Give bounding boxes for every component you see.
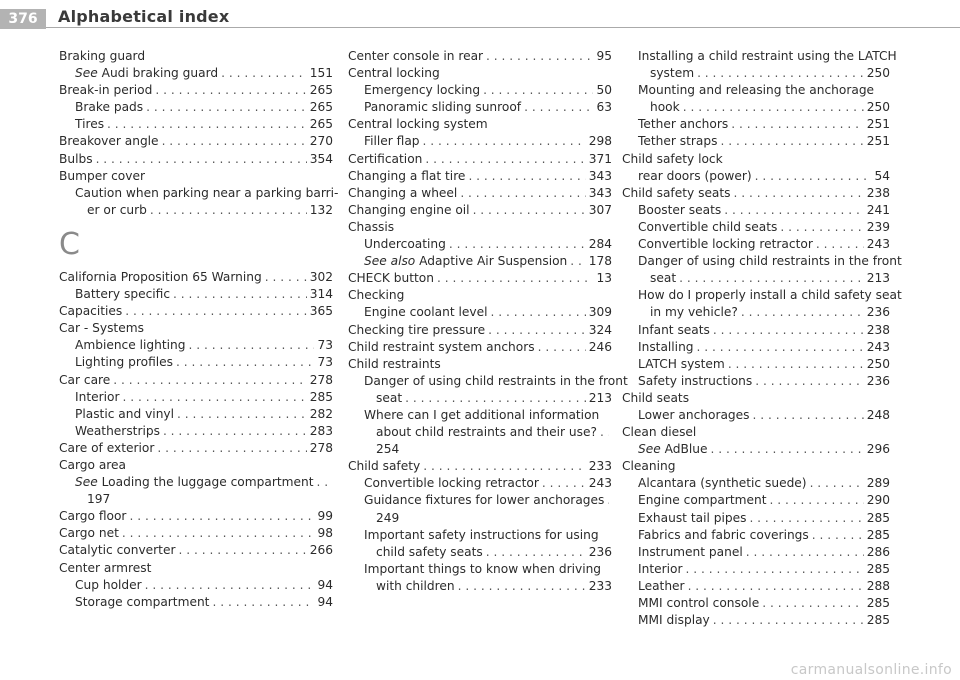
index-heading: Bumper cover — [59, 168, 145, 183]
index-entry — [59, 202, 333, 219]
entry-page: 285 — [866, 527, 890, 542]
index-heading: Checking — [348, 288, 405, 303]
entry-text: with children — [376, 578, 455, 593]
index-heading: Central locking — [348, 66, 440, 81]
entry-page: 63 — [596, 100, 612, 115]
entry-text: er or curb — [87, 202, 147, 217]
entry-page: 285 — [309, 389, 333, 404]
entry-text: Certification — [348, 151, 423, 166]
entry-page: 298 — [588, 134, 612, 149]
index-entry — [348, 304, 612, 321]
entry-text: Cargo floor — [59, 509, 127, 524]
entry-text: Panoramic sliding sunroof — [364, 100, 522, 115]
entry-page: 284 — [588, 237, 612, 252]
index-entry — [348, 544, 612, 561]
entry-text: Brake pads — [75, 100, 144, 115]
entry-text: Catalytic converter — [59, 543, 176, 558]
entry-text: Interior — [75, 389, 120, 404]
index-entry — [622, 407, 890, 424]
entry-page: 285 — [866, 510, 890, 525]
entry-text: rear doors (power) — [638, 168, 752, 183]
entry-text: seat — [376, 390, 403, 405]
entry-text: Changing a wheel — [348, 185, 458, 200]
entry-text: Alcantara (synthetic suede) — [638, 476, 807, 491]
entry-text: about child restraints and their use? — [376, 425, 597, 440]
index-entry — [348, 270, 612, 287]
entry-page: 283 — [309, 423, 333, 438]
entry-page: 290 — [866, 493, 890, 508]
entry-page: 285 — [866, 561, 890, 576]
index-entry — [622, 185, 890, 202]
entry-text: Guidance fixtures for lower anchorages — [364, 493, 605, 508]
page-title: Alphabetical index — [58, 7, 230, 26]
see-label: See — [75, 475, 98, 490]
index-heading: Braking guard — [59, 49, 146, 63]
entry-text: California Proposition 65 Warning — [59, 269, 262, 284]
index-entry — [348, 236, 612, 253]
entry-page: 282 — [309, 406, 333, 421]
index-entry — [348, 82, 612, 99]
entry-page: 278 — [309, 440, 333, 455]
entry-text: in my vehicle? — [650, 305, 738, 320]
entry-text: Child restraint system anchors — [348, 339, 535, 354]
entry-page: 73 — [317, 338, 333, 353]
index-entry — [622, 527, 890, 544]
entry-text: Installing a child restraint using the LATCH — [638, 49, 897, 63]
index-entry — [59, 303, 333, 320]
entry-text: Capacities — [59, 304, 123, 319]
index-entry — [59, 82, 333, 99]
index-entry — [348, 253, 612, 270]
entry-text: Adaptive Air Suspension — [419, 254, 568, 269]
entry-text: Caution when parking near a parking barri- — [75, 185, 339, 200]
index-entry — [59, 423, 333, 440]
entry-text: How do I properly install a child safety seat — [638, 288, 902, 303]
index-entry — [59, 406, 333, 423]
see-label: See — [638, 442, 661, 457]
entry-text: Loading the luggage compartment — [101, 475, 314, 490]
entry-text: Exhaust tail pipes — [638, 510, 747, 525]
entry-page: 213 — [866, 271, 890, 286]
entry-page: 213 — [588, 390, 612, 405]
entry-text: Bulbs — [59, 151, 93, 166]
section-letter: C — [59, 226, 80, 262]
entry-page: 270 — [309, 134, 333, 149]
entry-text: Care of exterior — [59, 440, 155, 455]
entry-text: Break-in period — [59, 83, 153, 98]
entry-text: MMI control console — [638, 596, 760, 610]
index-entry — [348, 475, 612, 492]
entry-text: Convertible child seats — [638, 219, 778, 234]
index-heading: Car - Systems — [59, 321, 144, 336]
index-entry — [59, 389, 333, 406]
entry-text: Engine coolant level — [364, 305, 488, 320]
entry-page: 238 — [866, 322, 890, 337]
entry-page: 288 — [866, 578, 890, 593]
entry-text: Child safety — [348, 459, 421, 474]
index-entry — [348, 202, 612, 219]
entry-page: 278 — [309, 372, 333, 387]
entry-page: 286 — [866, 544, 890, 559]
index-entry — [622, 373, 890, 390]
index-entry — [59, 99, 333, 116]
index-entry — [622, 116, 890, 133]
index-entry — [59, 372, 333, 389]
entry-page: 197 — [87, 492, 111, 507]
watermark: carmanualsonline.info — [790, 662, 952, 678]
entry-text: Lower anchorages — [638, 407, 750, 422]
index-entry — [622, 561, 890, 578]
entry-text: Booster seats — [638, 202, 722, 217]
entry-page: 73 — [317, 355, 333, 370]
entry-text: Important safety instructions for using — [364, 527, 599, 542]
entry-page: 265 — [309, 83, 333, 98]
entry-page: 307 — [588, 202, 612, 217]
entry-text: Breakover angle — [59, 134, 159, 149]
index-heading: Cargo area — [59, 457, 127, 472]
index-entry — [59, 440, 333, 457]
entry-text: hook — [650, 100, 680, 115]
entry-text: Installing — [638, 339, 694, 354]
entry-page: 251 — [866, 117, 890, 132]
index-entry — [622, 202, 890, 219]
entry-text: Convertible locking retractor — [638, 237, 813, 252]
index-heading: Central locking system — [348, 117, 488, 132]
entry-page: 285 — [866, 613, 890, 628]
entry-text: AdBlue — [664, 442, 708, 457]
index-entry — [59, 65, 333, 82]
index-entry — [622, 612, 890, 629]
entry-page: 371 — [588, 151, 612, 166]
entry-page: 354 — [309, 151, 333, 166]
index-column-3 — [622, 48, 902, 629]
index-entry — [622, 595, 890, 612]
entry-page: 266 — [309, 543, 333, 558]
entry-page: 250 — [866, 356, 890, 371]
entry-text: Convertible locking retractor — [364, 476, 539, 491]
index-entry — [59, 269, 333, 286]
entry-page: 365 — [309, 304, 333, 319]
index-entry — [622, 133, 890, 150]
entry-text: Changing engine oil — [348, 202, 470, 217]
index-entry — [348, 185, 612, 202]
index-entry — [622, 65, 890, 82]
see-label: See — [75, 66, 98, 81]
entry-page: 94 — [317, 577, 333, 592]
index-entry — [348, 339, 612, 356]
index-entry — [622, 270, 890, 287]
entry-text: Weatherstrips — [75, 423, 160, 438]
entry-text: Danger of using child restraints in the front — [364, 373, 628, 388]
entry-page: 248 — [866, 407, 890, 422]
entry-page: 239 — [866, 219, 890, 234]
entry-text: Storage compartment — [75, 594, 210, 609]
entry-text: Engine compartment — [638, 493, 767, 508]
entry-page: 50 — [596, 83, 612, 98]
entry-page: 265 — [309, 100, 333, 115]
entry-page: 94 — [317, 594, 333, 609]
entry-text: Where can I get additional information — [364, 407, 600, 422]
index-entry — [622, 578, 890, 595]
index-heading: Child safety lock — [622, 151, 723, 166]
entry-text: Audi braking guard — [101, 66, 219, 81]
entry-text: Child safety seats — [622, 185, 731, 200]
entry-page: 246 — [588, 339, 612, 354]
entry-text: Cargo net — [59, 526, 119, 541]
entry-text: Tires — [75, 117, 105, 132]
index-entry — [622, 304, 890, 321]
index-entry — [59, 508, 333, 525]
entry-page: 254 — [376, 442, 400, 457]
entry-page: 13 — [596, 271, 612, 286]
entry-text: Interior — [638, 561, 683, 576]
entry-text: Safety instructions — [638, 373, 753, 388]
index-entry — [622, 492, 890, 509]
entry-page: 250 — [866, 100, 890, 115]
index-column-2 — [348, 48, 628, 595]
entry-text: MMI display — [638, 613, 710, 628]
index-entry — [622, 99, 890, 116]
index-entry — [348, 133, 612, 150]
index-entry — [59, 337, 333, 354]
entry-page: 243 — [866, 237, 890, 252]
entry-page: 236 — [866, 305, 890, 320]
index-entry — [59, 594, 333, 611]
entry-page: 99 — [317, 509, 333, 524]
entry-text: Instrument panel — [638, 544, 743, 559]
index-entry — [622, 168, 890, 185]
index-entry — [348, 492, 612, 509]
entry-page: 265 — [309, 117, 333, 132]
entry-text: LATCH system — [638, 356, 725, 371]
index-entry — [59, 286, 333, 303]
entry-text: Mounting and releasing the anchorage — [638, 83, 875, 98]
entry-page: 132 — [309, 202, 333, 217]
entry-text: Infant seats — [638, 322, 710, 337]
index-heading: Cleaning — [622, 459, 676, 474]
entry-page: 233 — [588, 459, 612, 474]
entry-text: Changing a flat tire — [348, 168, 466, 183]
entry-page: 249 — [376, 510, 400, 525]
index-entry — [622, 441, 890, 458]
index-entry — [348, 99, 612, 116]
page-number: 376 — [0, 9, 46, 29]
entry-page: 238 — [866, 185, 890, 200]
entry-page: 285 — [866, 596, 890, 610]
entry-page: 178 — [588, 254, 612, 269]
index-entry — [622, 322, 890, 339]
page-header — [0, 0, 960, 36]
entry-text: Car care — [59, 372, 111, 387]
entry-page: 233 — [588, 578, 612, 593]
index-entry — [348, 458, 612, 475]
entry-text: Battery specific — [75, 287, 171, 302]
index-entry — [59, 542, 333, 559]
entry-page: 243 — [866, 339, 890, 354]
entry-text: Important things to know when driving — [364, 561, 602, 576]
entry-text: Emergency locking — [364, 83, 481, 98]
entry-page: 296 — [866, 442, 890, 457]
entry-page: 236 — [866, 373, 890, 388]
entry-text: CHECK button — [348, 271, 434, 286]
index-column-1 — [59, 48, 339, 611]
entry-page: 95 — [596, 49, 612, 63]
entry-page: 241 — [866, 202, 890, 217]
entry-text: child safety seats — [376, 544, 483, 559]
index-entry — [59, 354, 333, 371]
see-label: See also — [364, 254, 416, 269]
entry-page: 324 — [588, 322, 612, 337]
entry-text: Ambience lighting — [75, 338, 186, 353]
index-entry — [622, 544, 890, 561]
entry-text: Center console in rear — [348, 49, 484, 63]
index-entry — [348, 48, 612, 65]
entry-text: Checking tire pressure — [348, 322, 486, 337]
index-heading: Child restraints — [348, 356, 441, 371]
index-entry — [59, 116, 333, 133]
entry-text: Danger of using child restraints in the front — [638, 254, 902, 269]
entry-page: 98 — [317, 526, 333, 541]
entry-text: Leather — [638, 578, 685, 593]
entry-page: 236 — [588, 544, 612, 559]
entry-text: Fabrics and fabric coverings — [638, 527, 809, 542]
entry-page: 302 — [309, 269, 333, 284]
index-entry — [622, 219, 890, 236]
entry-text: Tether anchors — [638, 117, 729, 132]
entry-text: Undercoating — [364, 237, 446, 252]
index-entry — [622, 475, 890, 492]
entry-page: 250 — [866, 66, 890, 81]
header-rule — [46, 27, 960, 28]
entry-text: Cup holder — [75, 577, 142, 592]
index-entry — [59, 525, 333, 542]
index-heading: Clean diesel — [622, 425, 697, 440]
index-entry — [348, 424, 612, 441]
index-entry — [59, 577, 333, 594]
index-entry — [622, 339, 890, 356]
index-entry — [59, 133, 333, 150]
entry-page: 251 — [866, 134, 890, 149]
entry-page: 343 — [588, 168, 612, 183]
index-entry — [348, 390, 612, 407]
entry-text: system — [650, 66, 695, 81]
entry-text: Tether straps — [638, 134, 718, 149]
entry-text: Lighting profiles — [75, 355, 173, 370]
index-entry — [348, 322, 612, 339]
entry-text: seat — [650, 271, 677, 286]
index-entry — [59, 474, 333, 491]
index-heading: Child seats — [622, 390, 690, 405]
index-entry — [348, 151, 612, 168]
entry-text: Plastic and vinyl — [75, 406, 175, 421]
entry-page: 343 — [588, 185, 612, 200]
entry-page: 314 — [309, 287, 333, 302]
index-entry — [622, 236, 890, 253]
index-heading: Center armrest — [59, 560, 152, 575]
entry-page: 54 — [874, 168, 890, 183]
entry-page: 289 — [866, 476, 890, 491]
index-entry — [348, 578, 612, 595]
index-entry — [348, 168, 612, 185]
entry-text: Filler flap — [364, 134, 420, 149]
entry-page: 151 — [309, 66, 333, 81]
index-heading: Chassis — [348, 219, 395, 234]
entry-page: 243 — [588, 476, 612, 491]
entry-page: 309 — [588, 305, 612, 320]
index-entry — [59, 151, 333, 168]
index-entry — [622, 356, 890, 373]
index-entry — [622, 510, 890, 527]
